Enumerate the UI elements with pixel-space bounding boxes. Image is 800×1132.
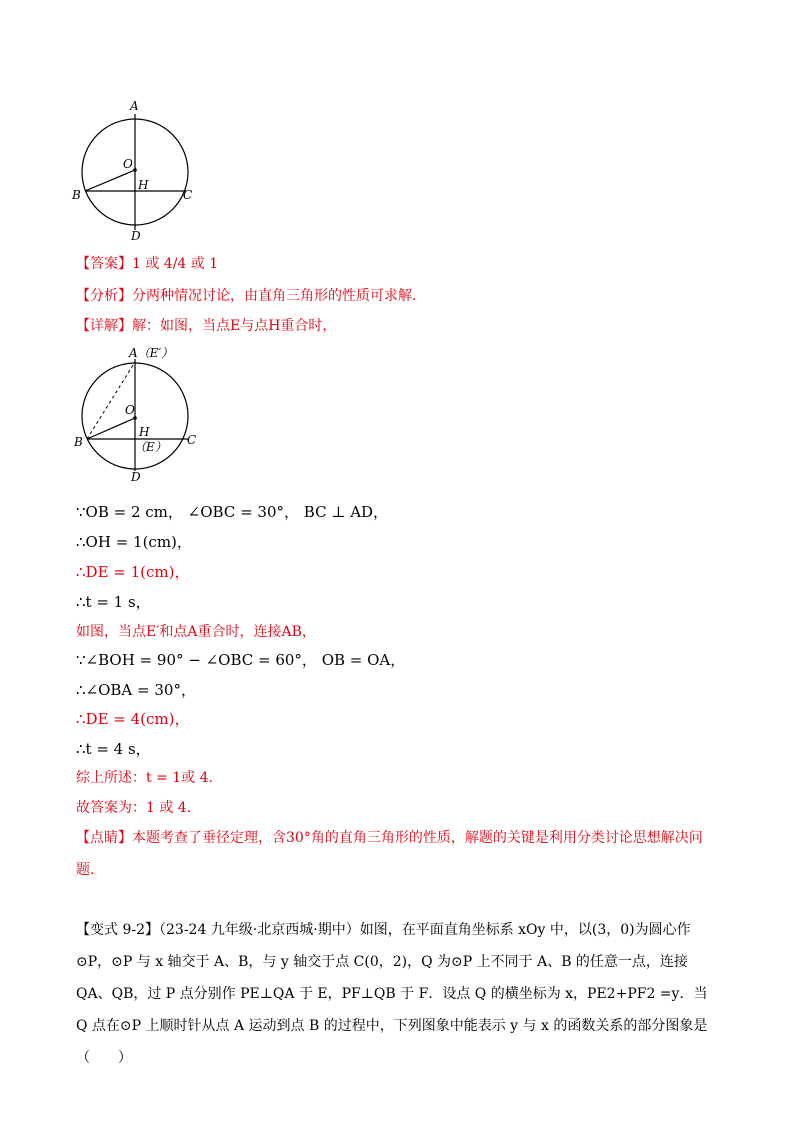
comment-block [76, 822, 716, 886]
label-d: D [131, 229, 141, 243]
label-o-2: O [125, 403, 135, 417]
variant-text: （23-24 九年级·北京西城·期中）如图，在平面直角坐标系 xOy 中，以(3，0)为圆心作⊙P，⊙P 与 x 轴交于 A、B，与 y 轴交于点 C(0，2)，Q 为⊙P 上不同于 A、B 的任意一点，连接 QA、QB，过 P 点分别作 PE⊥QA 于 E，PF⊥QB 于 F．设点 Q 的横坐标为 x，PE2+PF2 =y．当 Q 点在⊙P 上顺时针从点 A 运动到点 B 的过程中，下列图象中能表示 y 与 x 的函数关系的部分图象是（ ） [76, 922, 708, 1066]
summary-line: 综上所述：t = 1或 4. [76, 770, 213, 786]
comment-tag: 【点睛】 [76, 830, 132, 846]
answer-line [76, 254, 218, 274]
step-2: ∴OH = 1(cm)， [76, 533, 192, 551]
comment-text: 本题考查了垂径定理，含30°角的直角三角形的性质，解题的关键是利用分类讨论思想解决问题. [76, 830, 703, 878]
analysis-tag: 【分析】 [76, 288, 132, 304]
label-a: A [130, 99, 139, 113]
label-a-e-prime: A（E′） [129, 346, 174, 360]
label-d-2: D [131, 470, 141, 484]
case2-intro: 如图，当点E′和点A重合时，连接AB， [76, 624, 316, 640]
label-b-2: B [74, 435, 83, 449]
detail-text: 解：如图，当点E与点H重合时， [132, 318, 337, 334]
figure-circle-2 [70, 343, 210, 488]
segment-ob-2 [87, 418, 135, 439]
segment-ob [85, 170, 135, 191]
answer-tag: 【答案】 [76, 256, 132, 272]
segment-ab-dashed [87, 362, 135, 439]
step2-2: ∴∠OBA = 30°， [76, 681, 196, 699]
answer-text: 1 或 4/4 或 1 [132, 256, 219, 272]
step2-1: ∵∠BOH = 90° − ∠OBC = 60°， OB = OA， [76, 651, 406, 669]
circle-diagram-2 [70, 343, 210, 488]
figure-circle-1 [70, 98, 200, 243]
label-e: （E） [134, 440, 167, 454]
label-o: O [123, 157, 133, 171]
label-h: H [138, 178, 149, 192]
label-h-2: H [139, 425, 150, 439]
label-c: C [183, 188, 193, 202]
step2-3: ∴DE = 4(cm)， [76, 710, 190, 728]
analysis-line [76, 286, 416, 306]
label-b: B [72, 188, 81, 202]
variant-block [76, 914, 722, 1074]
step2-4: ∴t = 4 s， [76, 740, 151, 758]
detail-line [76, 316, 336, 336]
center-point [133, 168, 137, 172]
step-4: ∴t = 1 s， [76, 593, 151, 611]
detail-tag: 【详解】 [76, 318, 132, 334]
step-3: ∴DE = 1(cm)， [76, 563, 190, 581]
step-1: ∵OB = 2 cm， ∠OBC = 30°， BC ⊥ AD， [76, 503, 389, 521]
final-answer-line: 故答案为：1 或 4. [76, 800, 192, 816]
circle-diagram-1 [70, 98, 200, 243]
analysis-text: 分两种情况讨论，由直角三角形的性质可求解. [132, 288, 417, 304]
label-c-2: C [187, 433, 197, 447]
variant-tag: 【变式 9-2】 [76, 922, 159, 938]
